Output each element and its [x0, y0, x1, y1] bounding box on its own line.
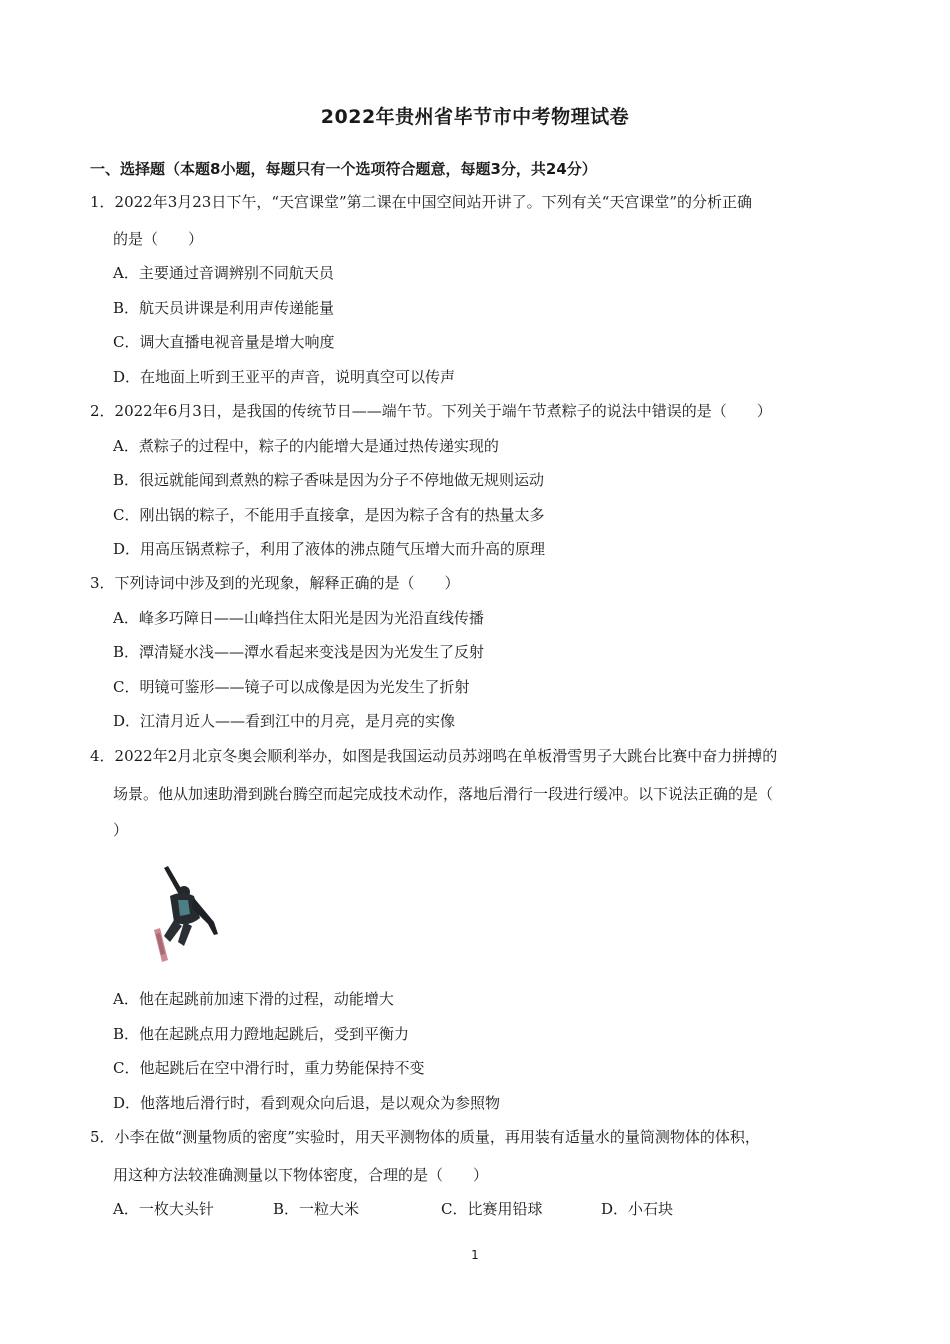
question-1-option-b: B．航天员讲课是利用声传递能量 [113, 299, 335, 317]
question-5-option-b: B．一粒大米 [273, 1200, 360, 1218]
question-3-option-a: A．峰多巧障日——山峰挡住太阳光是因为光沿直线传播 [113, 609, 484, 627]
question-1-option-c: C．调大直播电视音量是增大响度 [113, 333, 335, 351]
question-2-option-b: B．很远就能闻到煮熟的粽子香味是因为分子不停地做无规则运动 [113, 471, 545, 489]
question-4-option-c: C．他起跳后在空中滑行时，重力势能保持不变 [113, 1059, 425, 1077]
question-4-option-d: D．他落地后滑行时，看到观众向后退，是以观众为参照物 [113, 1094, 501, 1112]
question-1-stem-cont: 的是（ ） [113, 230, 204, 248]
question-3-stem: 3．下列诗词中涉及到的光现象，解释正确的是（ ） [90, 574, 460, 592]
question-4-stem-cont: 场景。他从加速助滑到跳台腾空而起完成技术动作，落地后滑行一段进行缓冲。以下说法正确的是（ [113, 785, 774, 803]
question-5-option-c: C．比赛用铅球 [441, 1200, 543, 1218]
question-3-option-c: C．明镜可鉴形——镜子可以成像是因为光发生了折射 [113, 678, 470, 696]
page-title: 2022年贵州省毕节市中考物理试卷 [320, 106, 630, 128]
question-3-option-b: B．潭清疑水浅——潭水看起来变浅是因为光发生了反射 [113, 643, 485, 661]
question-1-option-d: D．在地面上听到王亚平的声音，说明真空可以传声 [113, 368, 456, 386]
question-5-stem-cont: 用这种方法较准确测量以下物体密度，合理的是（ ） [113, 1166, 489, 1184]
question-2-option-c: C．刚出锅的粽子，不能用手直接拿，是因为粽子含有的热量太多 [113, 506, 545, 524]
question-2-option-d: D．用高压锅煮粽子，利用了液体的沸点随气压增大而升高的原理 [113, 540, 546, 558]
question-1-option-a: A．主要通过音调辨别不同航天员 [113, 264, 334, 282]
question-5-option-d: D．小石块 [601, 1200, 674, 1218]
question-4-option-a: A．他在起跳前加速下滑的过程，动能增大 [113, 990, 394, 1008]
page-number: 1 [471, 1248, 479, 1262]
question-2-option-a: A．煮粽子的过程中，粽子的内能增大是通过热传递实现的 [113, 437, 499, 455]
question-4-stem: 4．2022年2月北京冬奥会顺利举办，如图是我国运动员苏翊鸣在单板滑雪男子大跳台比赛中奋力拼搏的 [90, 747, 778, 765]
section-heading: 一、选择题（本题8小题，每题只有一个选项符合题意，每题3分，共24分） [90, 160, 597, 178]
question-3-option-d: D．江清月近人——看到江中的月亮，是月亮的实像 [113, 712, 456, 730]
snowboarder-figure [148, 862, 222, 966]
question-5-stem: 5．小李在做“测量物质的密度”实验时，用天平测物体的质量，再用装有适量水的量筒测物体的体积， [90, 1128, 760, 1146]
question-1-stem: 1．2022年3月23日下午，“天宫课堂”第二课在中国空间站开讲了。下列有关“天宫课堂”的分析正确 [90, 193, 753, 211]
question-4-option-b: B．他在起跳点用力蹬地起跳后，受到平衡力 [113, 1025, 410, 1043]
question-4-stem-cont-2: ） [113, 821, 129, 839]
question-2-stem: 2．2022年6月3日，是我国的传统节日——端午节。下列关于端午节煮粽子的说法中错误的是（ ） [90, 402, 772, 420]
question-5-option-a: A．一枚大头针 [113, 1200, 214, 1218]
